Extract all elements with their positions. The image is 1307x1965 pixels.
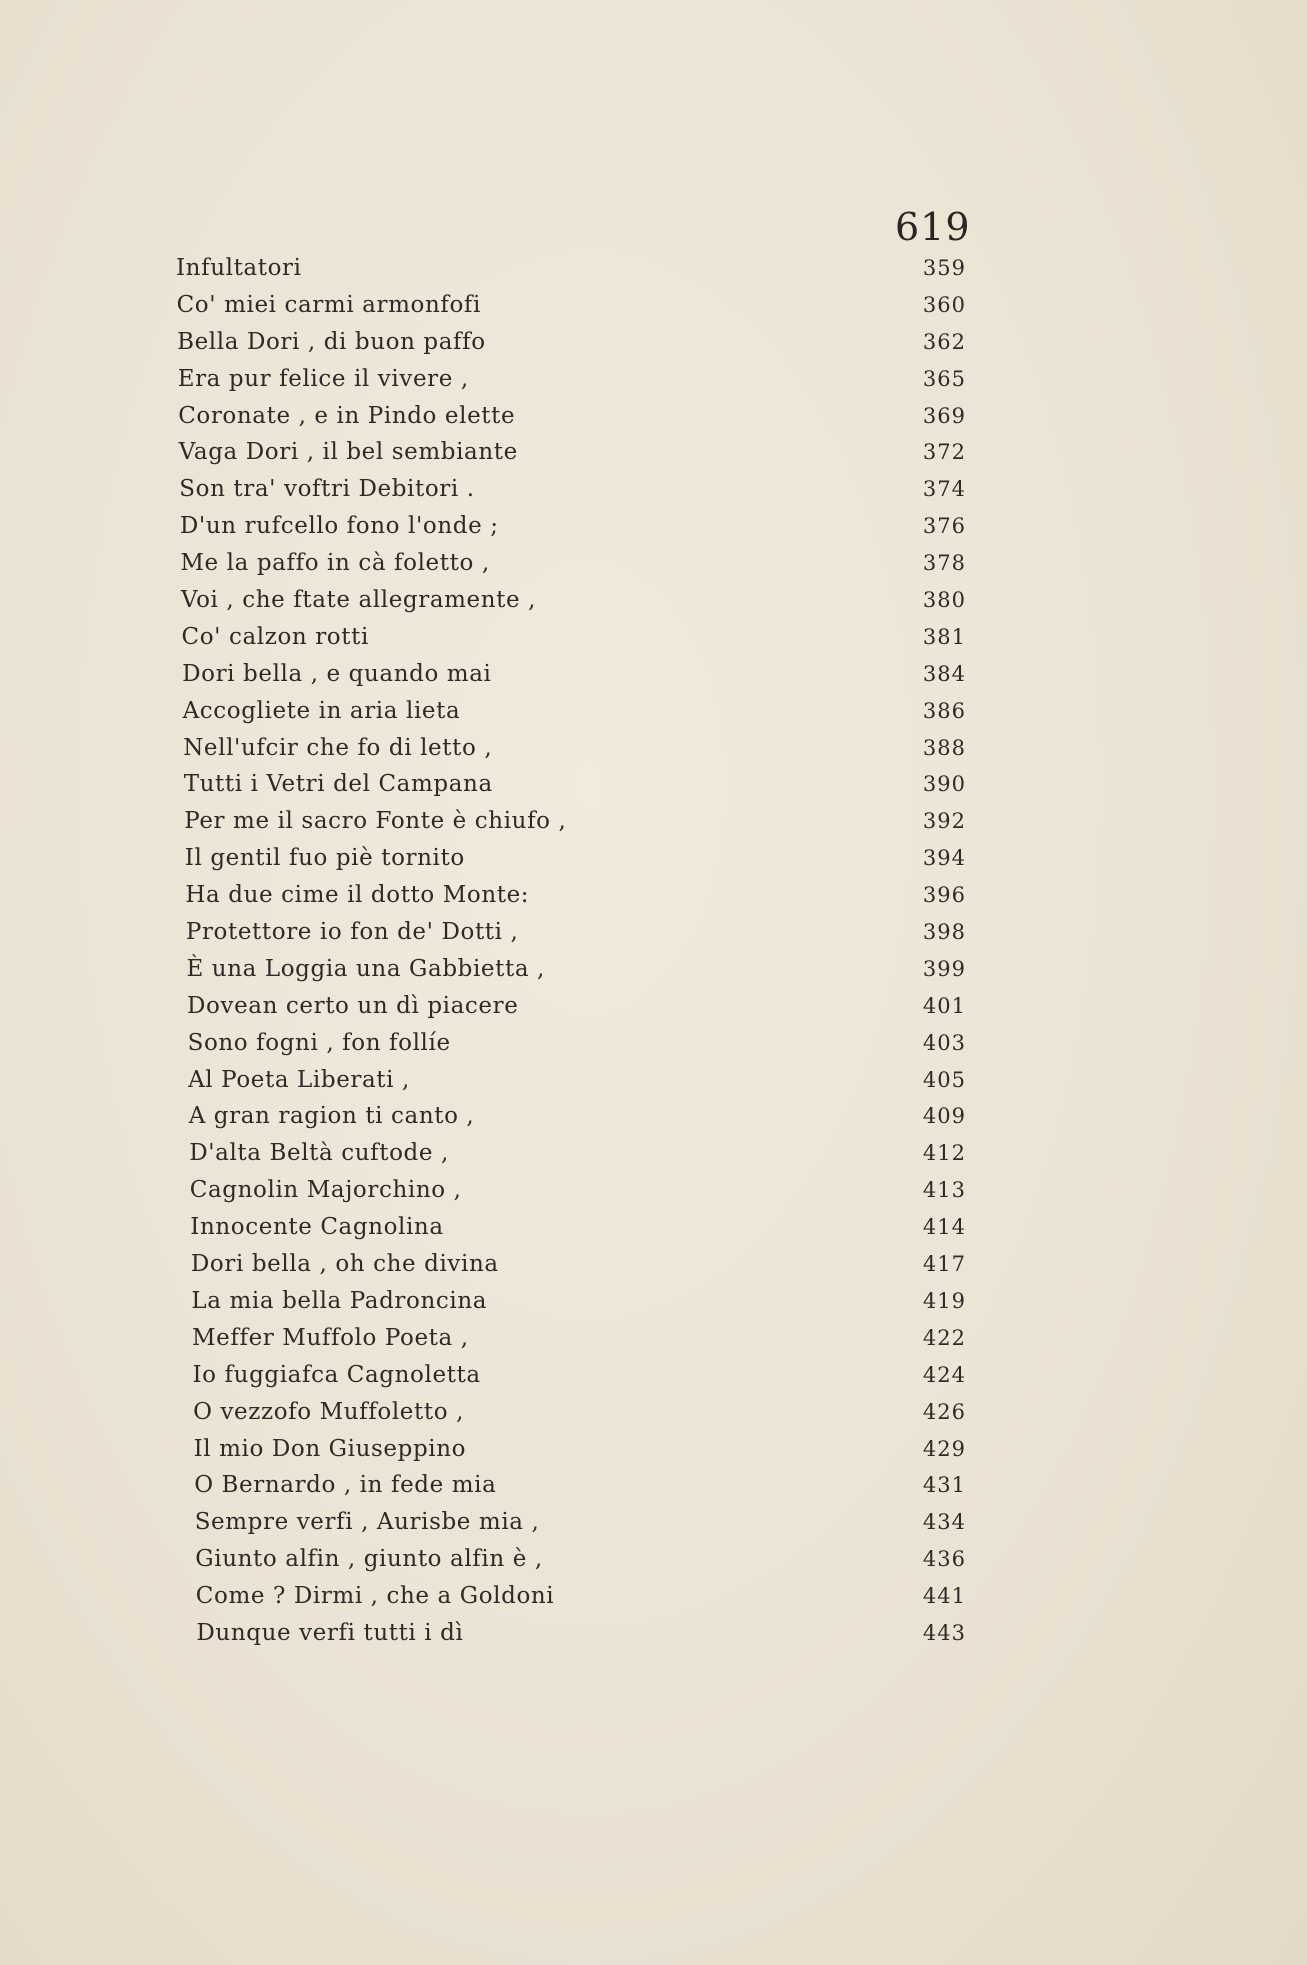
entry-title: Dori bella , e quando mai [182, 660, 492, 687]
entry-page-number: 429 [922, 1436, 966, 1461]
index-entry [181, 582, 966, 619]
entry-title: Voi , che ftate allegramente , [181, 587, 537, 614]
entry-page-number: 365 [922, 366, 966, 391]
entry-page-number: 401 [922, 993, 966, 1018]
index-entry [192, 1320, 966, 1357]
entry-page-number: 360 [922, 292, 966, 317]
entry-title: Cagnolin Majorchino , [189, 1177, 462, 1204]
entry-page-number: 434 [922, 1510, 966, 1535]
index-entry [191, 1283, 966, 1320]
index-entry [187, 988, 966, 1025]
index-entry [184, 766, 966, 803]
entry-title: Sempre verfi , Aurisbe mia , [194, 1509, 540, 1536]
entry-page-number: 422 [922, 1325, 966, 1350]
entry-title: Ha due cime il dotto Monte: [185, 882, 530, 909]
index-entry [195, 1504, 966, 1541]
index-entry [185, 840, 966, 877]
entry-page-number: 362 [922, 329, 966, 354]
entry-title: O vezzofo Muffoletto , [193, 1398, 464, 1425]
index-entry [178, 361, 966, 398]
entry-title: Accogliete in aria lieta [182, 697, 461, 724]
entry-page-number: 386 [922, 698, 966, 723]
entry-title: Bella Dori , di buon paffo [177, 328, 486, 355]
index-entry [183, 730, 966, 767]
entry-title: Era pur felice il vivere , [177, 365, 469, 392]
entry-page-number: 372 [922, 440, 966, 465]
entry-page-number: 378 [922, 551, 966, 576]
entry-title: Giunto alfin , giunto alfin è , [195, 1546, 543, 1573]
entry-title: Io fuggiafca Cagnoletta [192, 1361, 481, 1388]
entry-page-number: 417 [922, 1252, 966, 1277]
entry-title: Son tra' voftri Debitori . [179, 476, 475, 503]
entry-title: È una Loggia una Gabbietta , [186, 955, 545, 982]
index-entry [196, 1615, 966, 1652]
entry-page-number: 413 [922, 1178, 966, 1203]
index-entry [177, 324, 966, 361]
entry-page-number: 388 [922, 735, 966, 760]
entry-title: Nell'ufcir che fo di letto , [183, 734, 493, 761]
index-entry [189, 1098, 966, 1135]
entry-title: Co' calzon rotti [181, 623, 369, 650]
index-entry [184, 803, 966, 840]
entry-title: Dori bella , oh che divina [190, 1251, 499, 1278]
entry-title: Il mio Don Giuseppino [193, 1435, 467, 1462]
index-entry [186, 914, 966, 951]
entry-title: Vaga Dori , il bel sembiante [178, 439, 518, 466]
entry-page-number: 381 [922, 624, 966, 649]
entry-page-number: 384 [922, 661, 966, 686]
entry-page-number: 436 [922, 1547, 966, 1572]
entry-title: Coronate , e in Pindo elette [178, 402, 516, 429]
entry-page-number: 380 [922, 588, 966, 613]
index-list [176, 250, 966, 1652]
entry-title: Dovean certo un dì piacere [187, 992, 519, 1019]
entry-page-number: 426 [922, 1399, 966, 1424]
entry-page-number: 374 [922, 477, 966, 502]
entry-page-number: 414 [922, 1215, 966, 1240]
entry-page-number: 412 [922, 1141, 966, 1166]
entry-title: La mia bella Padroncina [191, 1287, 488, 1314]
index-entry [190, 1172, 966, 1209]
entry-title: Come ? Dirmi , che a Goldoni [195, 1583, 555, 1610]
entry-title: Al Poeta Liberati , [188, 1066, 410, 1093]
entry-title: Meffer Muffolo Poeta , [192, 1324, 469, 1351]
entry-page-number: 424 [922, 1362, 966, 1387]
entry-page-number: 441 [922, 1584, 966, 1609]
entry-title: O Bernardo , in fede mia [194, 1472, 497, 1499]
entry-title: A gran ragion ti canto , [188, 1103, 475, 1130]
index-entry [178, 398, 966, 435]
entry-title: Tutti i Vetri del Campana [183, 771, 493, 798]
entry-page-number: 369 [922, 403, 966, 428]
entry-title: Dunque verfi tutti i dì [196, 1619, 464, 1646]
index-entry [196, 1578, 966, 1615]
entry-page-number: 405 [922, 1067, 966, 1092]
entry-page-number: 398 [922, 920, 966, 945]
entry-page-number: 403 [922, 1030, 966, 1055]
entry-page-number: 431 [922, 1473, 966, 1498]
index-entry [182, 656, 966, 693]
index-entry [187, 951, 967, 988]
entry-title: Innocente Cagnolina [190, 1214, 444, 1241]
index-entry [194, 1467, 966, 1504]
entry-title: Sono fogni , fon follíe [187, 1029, 451, 1056]
index-entry [185, 877, 966, 914]
index-entry [193, 1394, 966, 1431]
entry-page-number: 394 [922, 846, 966, 871]
entry-title: D'un rufcello fono l'onde ; [179, 513, 499, 540]
entry-page-number: 376 [922, 514, 966, 539]
index-entry [189, 1135, 966, 1172]
entry-title: Infultatori [176, 255, 302, 281]
entry-page-number: 359 [922, 256, 966, 280]
index-entry [193, 1357, 967, 1394]
index-entry [188, 1062, 966, 1099]
index-entry [176, 250, 966, 287]
index-entry [180, 545, 966, 582]
entry-page-number: 409 [922, 1104, 966, 1129]
entry-title: Il gentil fuo piè tornito [184, 845, 465, 872]
index-entry [188, 1025, 966, 1062]
entry-title: Per me il sacro Fonte è chiufo , [184, 808, 567, 835]
index-entry [190, 1209, 966, 1246]
page-number: 619 [895, 205, 971, 249]
index-entry [179, 434, 966, 471]
entry-title: D'alta Beltà cuftode , [189, 1140, 449, 1167]
entry-page-number: 392 [922, 809, 966, 834]
entry-page-number: 390 [922, 772, 966, 797]
index-entry [180, 508, 966, 545]
entry-title: Me la paffo in cà foletto , [180, 550, 490, 577]
index-entry [195, 1541, 966, 1578]
index-entry [183, 693, 966, 730]
index-entry [194, 1431, 966, 1468]
index-entry [191, 1246, 966, 1283]
entry-title: Protettore io fon de' Dotti , [185, 919, 519, 946]
entry-page-number: 399 [922, 956, 966, 981]
index-entry [182, 619, 967, 656]
index-entry [179, 471, 966, 508]
entry-page-number: 443 [922, 1620, 966, 1645]
entry-page-number: 419 [922, 1288, 966, 1313]
index-entry [177, 287, 966, 324]
entry-page-number: 396 [922, 883, 966, 908]
entry-title: Co' miei carmi armonfofi [176, 291, 481, 318]
